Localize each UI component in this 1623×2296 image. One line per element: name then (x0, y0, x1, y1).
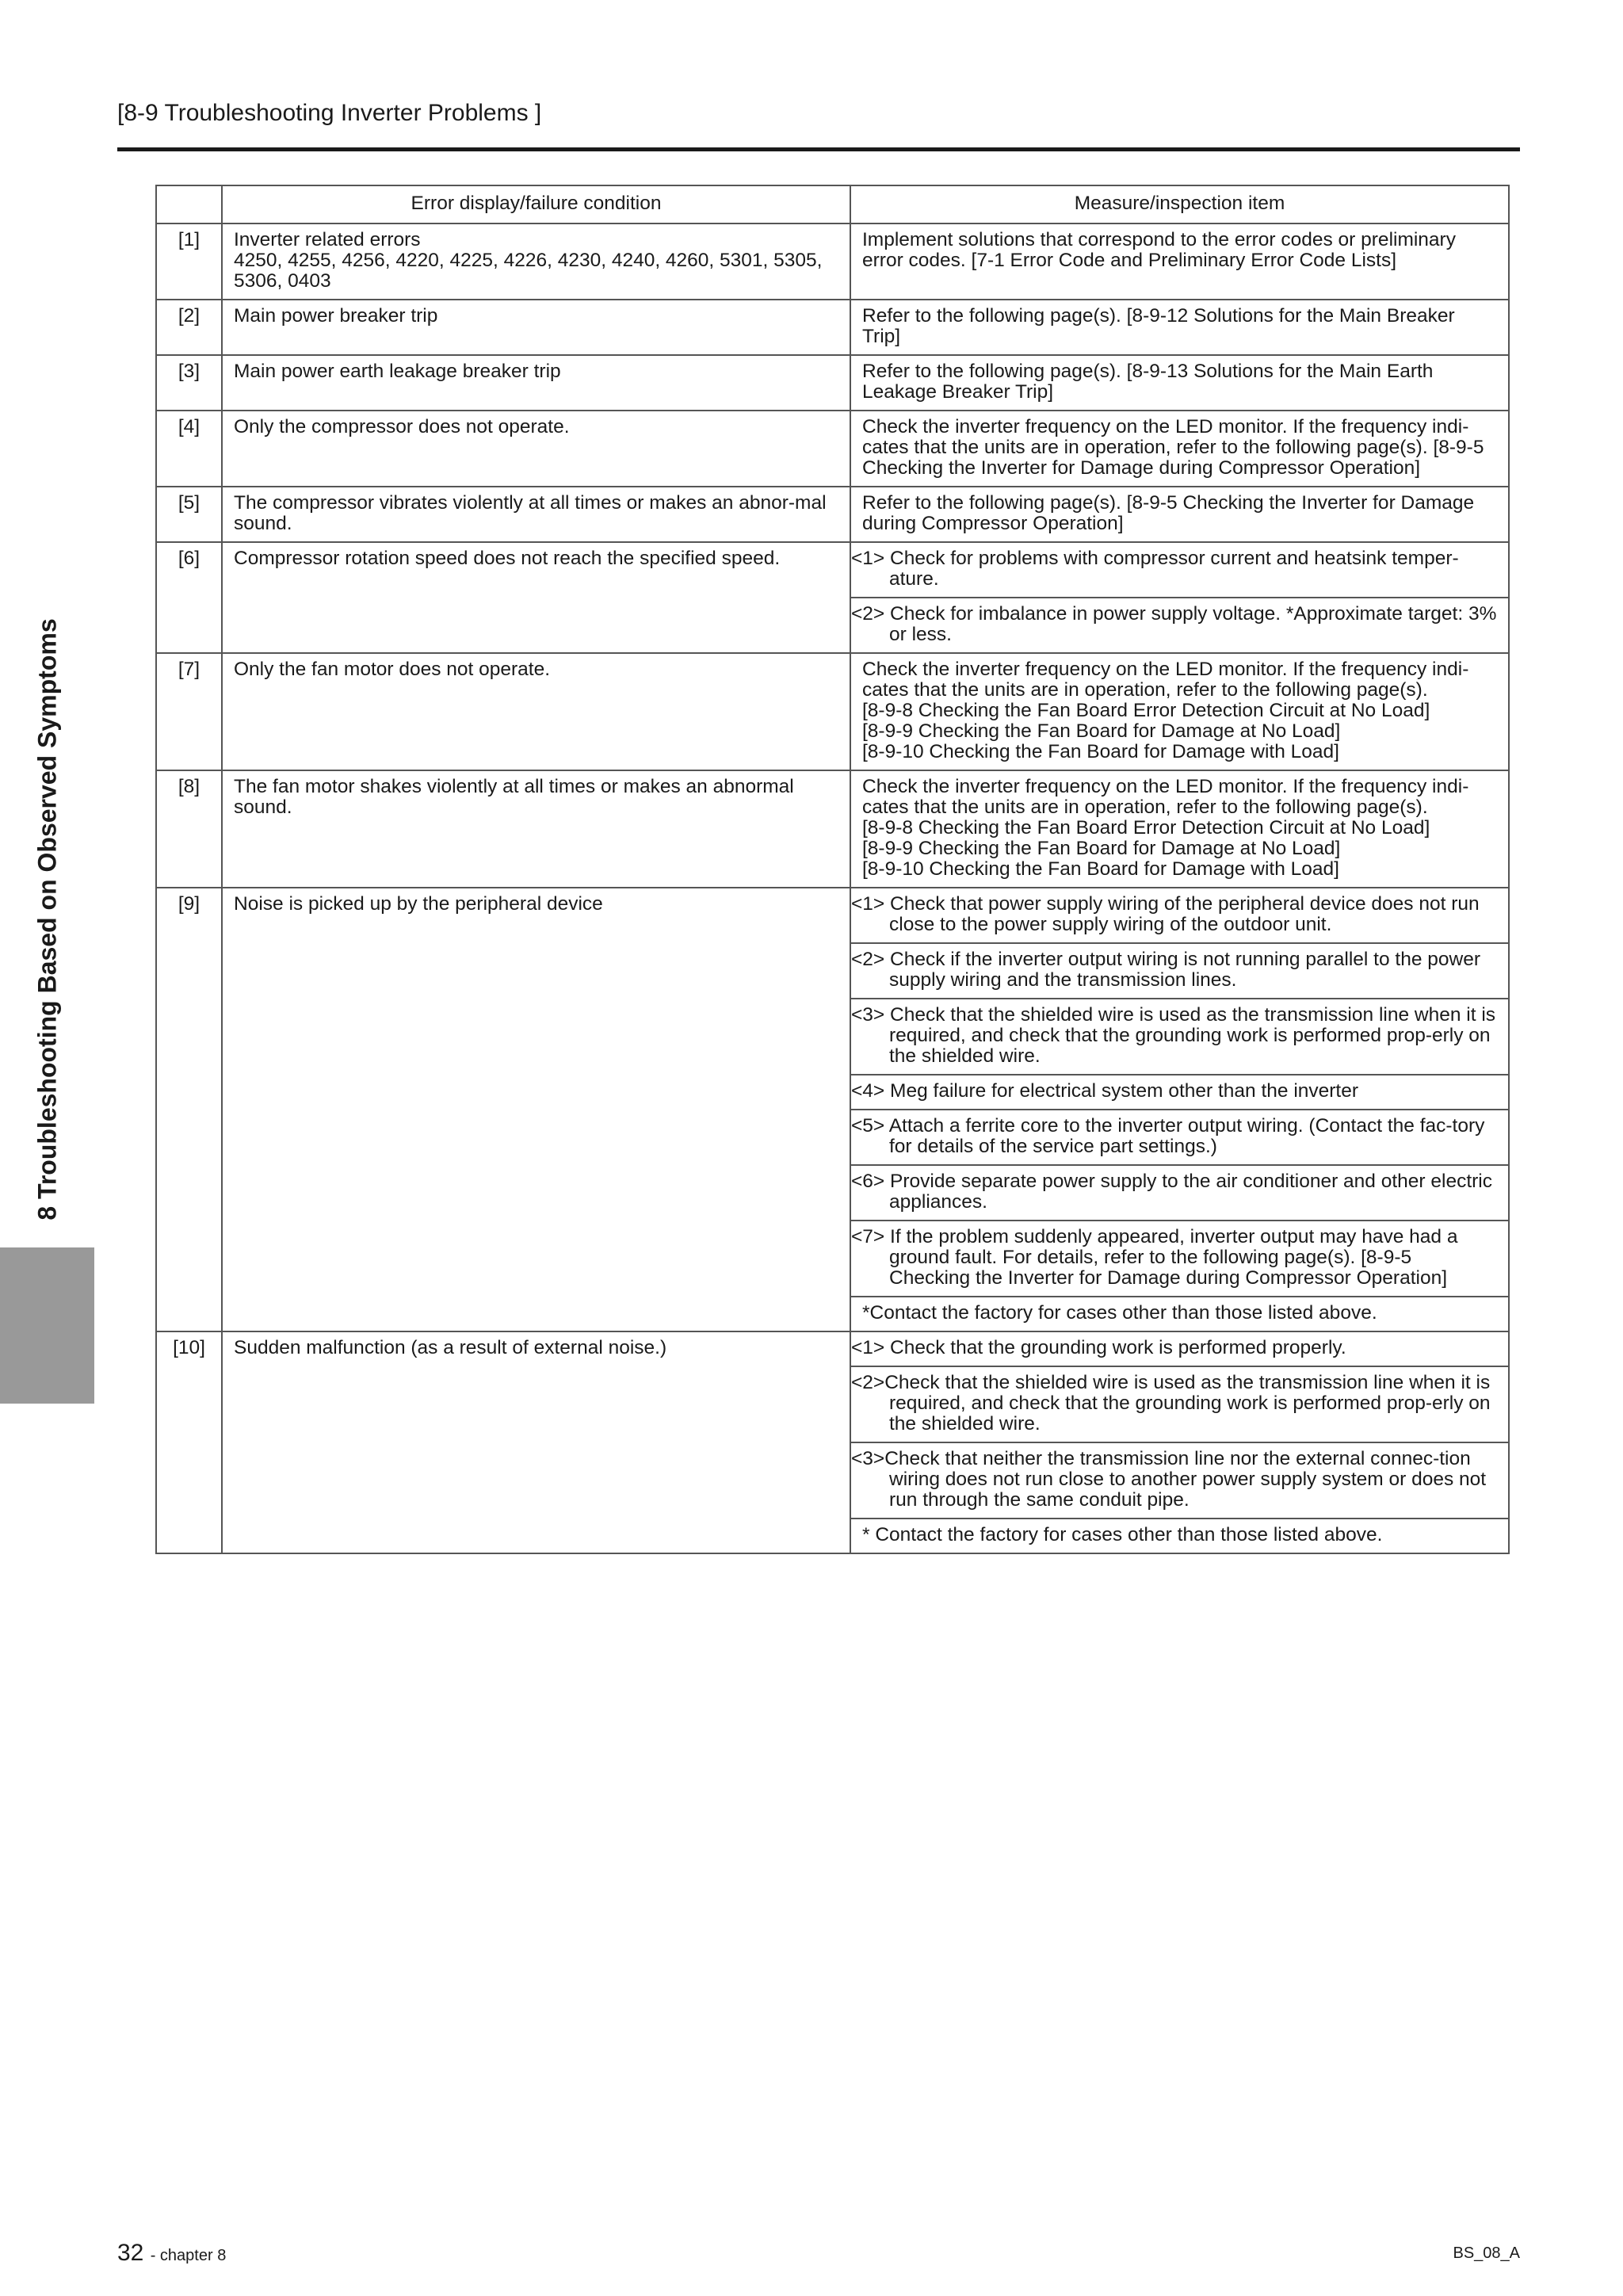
row-number: [5] (156, 487, 222, 542)
row-number: [8] (156, 770, 222, 888)
condition-cell: Compressor rotation speed does not reach the specified speed. (222, 542, 850, 653)
table-row (156, 411, 1509, 487)
row-number: [1] (156, 223, 222, 300)
troubleshooting-table (155, 185, 1510, 1554)
table-row (156, 770, 1509, 888)
condition-cell: The fan motor shakes violently at all times or makes an abnormal sound. (222, 770, 850, 888)
table-row (156, 888, 1509, 943)
measure-cell: <2> Check if the inverter output wiring is not running parallel to the power supply wiring and the transmission lines. (850, 943, 1509, 999)
row-number: [3] (156, 355, 222, 411)
table-row (156, 355, 1509, 411)
table-row (156, 300, 1509, 355)
row-number: [10] (156, 1331, 222, 1553)
measure-cell: <1> Check for problems with compressor current and heatsink temper-ature. (850, 542, 1509, 598)
chapter-reference: - chapter 8 (150, 2247, 227, 2264)
condition-cell: Main power breaker trip (222, 300, 850, 355)
column-header-condition: Error display/failure condition (222, 185, 850, 223)
table-row (156, 542, 1509, 598)
page-header-title: [8-9 Troubleshooting Inverter Problems ] (117, 100, 542, 126)
chapter-side-label: 8 Troubleshooting Based on Observed Symptoms (32, 618, 62, 1221)
condition-cell: Sudden malfunction (as a result of external noise.) (222, 1331, 850, 1553)
row-number: [9] (156, 888, 222, 1331)
measure-cell: Check the inverter frequency on the LED monitor. If the frequency indi-cates that the units are in operation, refer to the following page(s). [8-9-5 Checking the Inverter for Damage during Compressor Operation] (850, 411, 1509, 487)
measure-cell: <7> If the problem suddenly appeared, inverter output may have had a ground fault. For details, refer to the following page(s). [8-9-5 Checking the Inverter for Damage during Compressor Operation] (850, 1221, 1509, 1297)
measure-cell: *Contact the factory for cases other than those listed above. (850, 1297, 1509, 1331)
measure-cell: <1> Check that power supply wiring of the peripheral device does not run close to the power supply wiring of the outdoor unit. (850, 888, 1509, 943)
measure-cell: Refer to the following page(s). [8-9-5 Checking the Inverter for Damage during Compressor Operation] (850, 487, 1509, 542)
row-number: [4] (156, 411, 222, 487)
table-row (156, 1331, 1509, 1366)
table-header-row (156, 185, 1509, 223)
measure-cell: Implement solutions that correspond to the error codes or preliminary error codes. [7-1 Error Code and Preliminary Error Code Lists] (850, 223, 1509, 300)
row-number: [7] (156, 653, 222, 770)
table-row (156, 487, 1509, 542)
measure-cell: <2> Check for imbalance in power supply voltage. *Approximate target: 3% or less. (850, 598, 1509, 653)
measure-cell: Refer to the following page(s). [8-9-12 Solutions for the Main Breaker Trip] (850, 300, 1509, 355)
measure-cell: Refer to the following page(s). [8-9-13 Solutions for the Main Earth Leakage Breaker Trip] (850, 355, 1509, 411)
column-header-number (156, 185, 222, 223)
measure-cell: <3>Check that neither the transmission line nor the external connec-tion wiring does not run close to another power supply system or does not run through the same conduit pipe. (850, 1442, 1509, 1519)
condition-cell: Only the compressor does not operate. (222, 411, 850, 487)
condition-cell: Only the fan motor does not operate. (222, 653, 850, 770)
row-number: [2] (156, 300, 222, 355)
measure-cell: * Contact the factory for cases other than those listed above. (850, 1519, 1509, 1553)
table-row (156, 653, 1509, 770)
measure-cell: <5> Attach a ferrite core to the inverter output wiring. (Contact the fac-tory for details of the service part settings.) (850, 1110, 1509, 1165)
page-footer-left (117, 2240, 226, 2267)
document-code: BS_08_A (1453, 2244, 1520, 2262)
condition-cell: Inverter related errors 4250, 4255, 4256, 4220, 4225, 4226, 4230, 4240, 4260, 5301, 5305, 5306, 0403 (222, 223, 850, 300)
measure-cell: Check the inverter frequency on the LED monitor. If the frequency indi-cates that the units are in operation, refer to the following page(s). [8-9-8 Checking the Fan Board Error Detection Circuit at No Load] [8-9-9 Checking the Fan Board for Damage at No Load] [8-9-10 Checking the Fan Board for Damage with Load] (850, 653, 1509, 770)
measure-cell: Check the inverter frequency on the LED monitor. If the frequency indi-cates that the units are in operation, refer to the following page(s). [8-9-8 Checking the Fan Board Error Detection Circuit at No Load] [8-9-9 Checking the Fan Board for Damage at No Load] [8-9-10 Checking the Fan Board for Damage with Load] (850, 770, 1509, 888)
row-number: [6] (156, 542, 222, 653)
page-number: 32 (117, 2240, 144, 2266)
measure-cell: <2>Check that the shielded wire is used as the transmission line when it is required, and check that the grounding work is performed prop-erly on the shielded wire. (850, 1366, 1509, 1442)
chapter-thumb-tab (0, 1247, 94, 1404)
table-row (156, 223, 1509, 300)
measure-cell: <1> Check that the grounding work is performed properly. (850, 1331, 1509, 1366)
header-divider (117, 147, 1520, 151)
measure-cell: <4> Meg failure for electrical system other than the inverter (850, 1075, 1509, 1110)
condition-cell: Noise is picked up by the peripheral device (222, 888, 850, 1331)
measure-cell: <3> Check that the shielded wire is used as the transmission line when it is required, and check that the grounding work is performed prop-erly on the shielded wire. (850, 999, 1509, 1075)
condition-cell: The compressor vibrates violently at all times or makes an abnor-mal sound. (222, 487, 850, 542)
measure-cell: <6> Provide separate power supply to the air conditioner and other electric appliances. (850, 1165, 1509, 1221)
table-body (156, 223, 1509, 1553)
condition-cell: Main power earth leakage breaker trip (222, 355, 850, 411)
column-header-measure: Measure/inspection item (850, 185, 1509, 223)
